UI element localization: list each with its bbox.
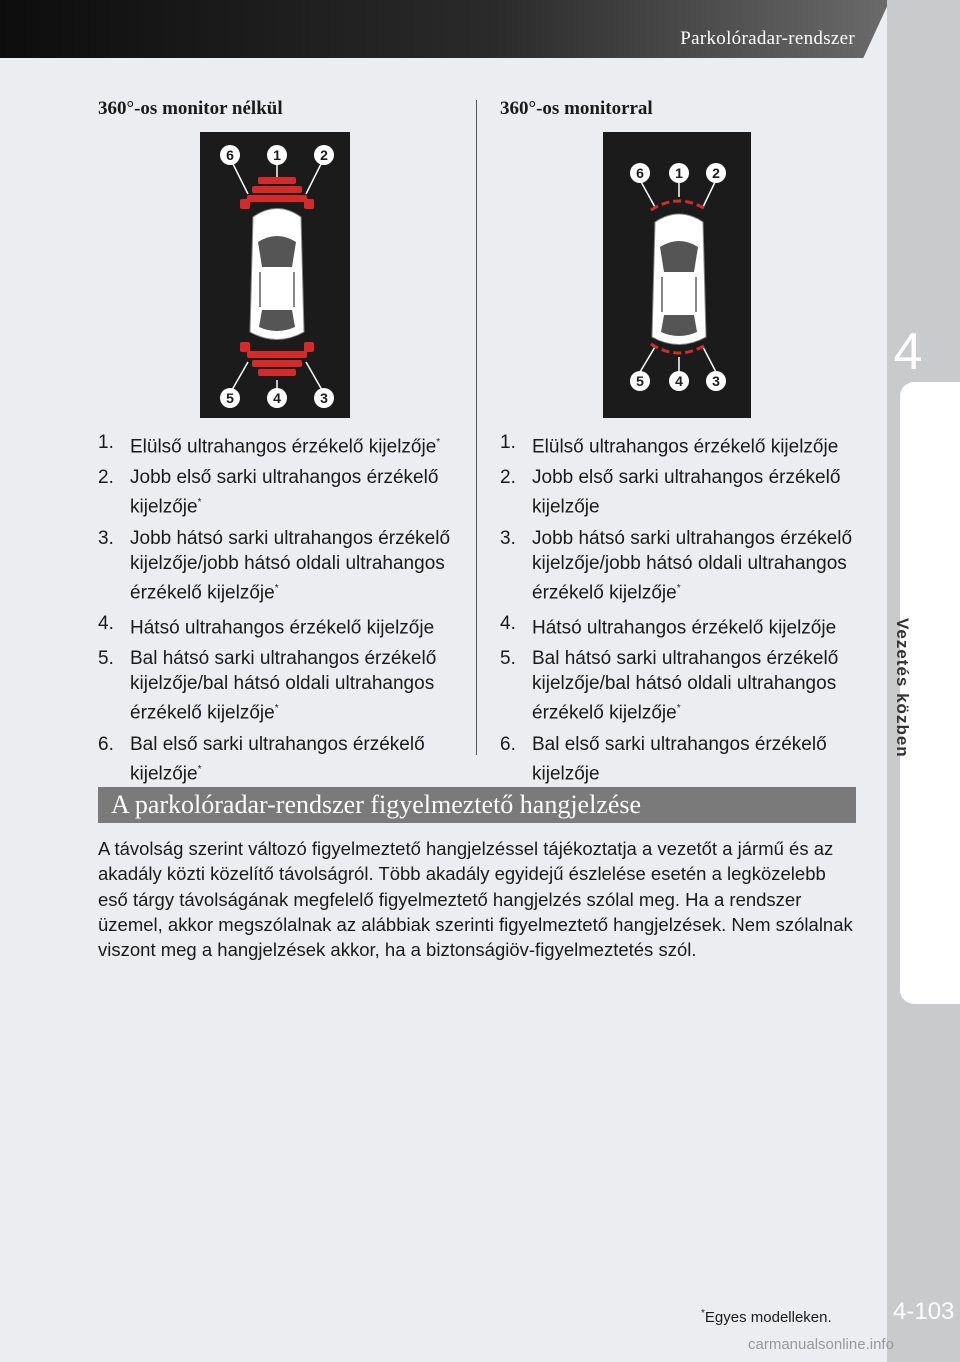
diagram-label-1: 1 [273, 147, 281, 163]
diagram-label-3: 3 [712, 373, 720, 389]
diagram-label-6: 6 [226, 147, 234, 163]
section-heading-bar [98, 787, 856, 823]
list-item: 6. Bal első sarki ultrahangos érzékelő kijelzője* [98, 733, 425, 784]
sensor-diagram-without-monitor [200, 132, 350, 418]
list-item: 2. Jobb első sarki ultrahangos érzékelő kijelzője* [98, 467, 439, 518]
diagram-label-5: 5 [636, 373, 644, 389]
list-item: 2. Jobb első sarki ultrahangos érzékelő kijelzője [500, 467, 841, 518]
list-item: 3. Jobb hátsó sarki ultrahangos érzékelő kijelzője/jobb hátsó oldali ultrahangos érzékelő kijelzője* [500, 527, 853, 603]
chapter-label: Vezetés közben [893, 618, 912, 758]
section-heading: A parkolóradar-rendszer figyelmeztető hangjelzése [111, 790, 642, 819]
diagram-label-4: 4 [273, 390, 281, 406]
column-divider [476, 100, 477, 755]
left-column [98, 98, 468, 792]
list-item: 6. Bal első sarki ultrahangos érzékelő kijelzője [500, 733, 827, 784]
left-sensor-list [98, 430, 468, 786]
page-header-title: Parkolóradar-rendszer [680, 28, 855, 49]
list-item: 4. Hátsó ultrahangos érzékelő kijelzője [98, 612, 435, 639]
right-sensor-list [500, 430, 870, 786]
footnote: *Egyes modelleken. [701, 1308, 832, 1326]
diagram-label-6: 6 [636, 165, 644, 181]
list-item: 1. Elülső ultrahangos érzékelő kijelzője [500, 432, 839, 458]
right-column-title: 360°-os monitorral [500, 98, 653, 119]
list-item: 3. Jobb hátsó sarki ultrahangos érzékelő kijelzője/jobb hátsó oldali ultrahangos érzékelő kijelzője* [98, 527, 451, 603]
diagram-label-2: 2 [320, 147, 328, 163]
diagram-label-1: 1 [675, 165, 683, 181]
section-paragraph: A távolság szerint változó figyelmeztető hangjelzéssel tájékoztatja a vezetőt a jármű és az akadály közti közelítő távolságról. Több akadály egyidejű észlelése esetén a legközelebb eső tárgy távolságának megfelelő figyelmeztető hangjelzés szólal meg. Ha a rendszer üzemel, akkor megszólalnak az alábbiak szerinti figyelmeztető hangjelzések. Nem szólalnak viszont meg a hangjelzések akkor, ha a biztonságiöv-figyelmeztetés szól. [98, 838, 853, 961]
sensor-diagram-with-monitor [603, 132, 751, 418]
page-number: 4-103 [893, 1298, 955, 1325]
list-item: 1. Elülső ultrahangos érzékelő kijelzője* [98, 432, 441, 458]
diagram-label-5: 5 [226, 390, 234, 406]
diagram-label-2: 2 [712, 165, 720, 181]
diagram-label-3: 3 [320, 390, 328, 406]
list-item: 4. Hátsó ultrahangos érzékelő kijelzője [500, 612, 837, 639]
list-item: 5. Bal hátsó sarki ultrahangos érzékelő kijelzője/bal hátsó oldali ultrahangos érzékelő kijelzője* [500, 648, 839, 724]
watermark: carmanualsonline.info [748, 1336, 894, 1353]
list-item: 5. Bal hátsó sarki ultrahangos érzékelő kijelzője/bal hátsó oldali ultrahangos érzékelő kijelzője* [98, 648, 437, 724]
left-column-title: 360°-os monitor nélkül [98, 98, 283, 119]
chapter-number: 4 [893, 323, 923, 381]
right-column [500, 98, 870, 792]
diagram-label-4: 4 [675, 373, 683, 389]
